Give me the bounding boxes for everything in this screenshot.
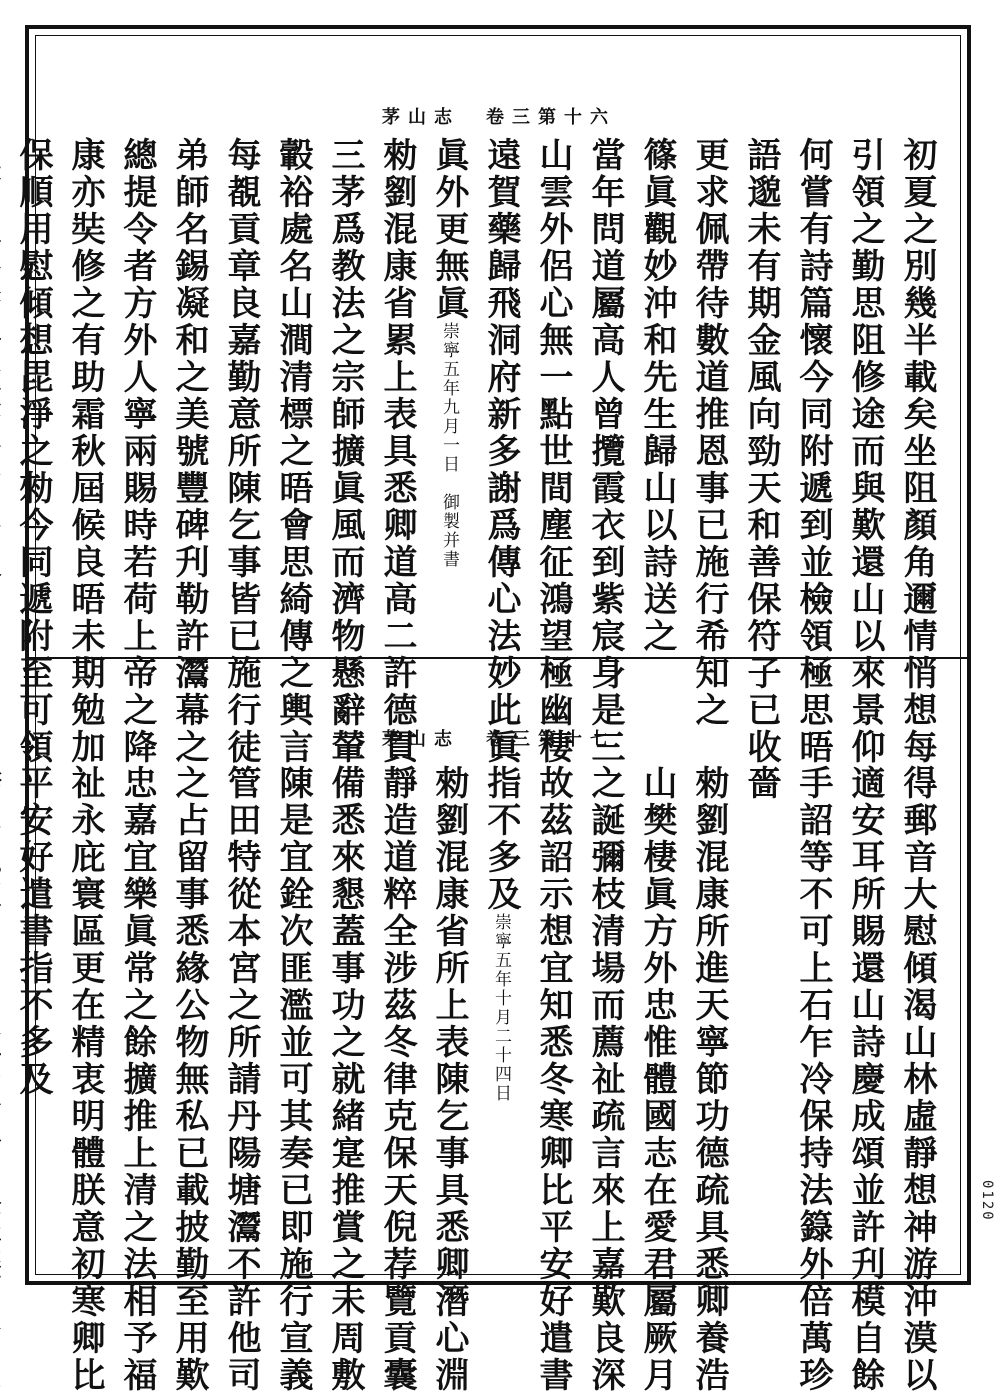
column-text: 勑劉混康所進天寧節功德疏具悉卿養浩 bbox=[689, 765, 729, 1394]
lower-leaf bbox=[13, 663, 963, 1394]
column-text: 何嘗有詩篇懷今同附遞到並檢領極思晤 bbox=[793, 137, 833, 766]
column-text: 總提令者方外人寧兩賜時若荷上帝之降 bbox=[117, 137, 157, 766]
leaf-heading: 茅山志 卷三第十六 bbox=[382, 107, 616, 128]
text-column bbox=[787, 137, 839, 766]
text-column bbox=[475, 765, 527, 1268]
column-text: 眞外更無眞 bbox=[429, 137, 469, 322]
column-text: 手詔等不可上石乍冷保持法籙外倍萬珍 bbox=[793, 765, 833, 1394]
text-column bbox=[215, 137, 267, 766]
text-column bbox=[579, 765, 631, 1394]
column-text: 適安耳所賜還山詩慶成頌並許刋模自餘 bbox=[845, 765, 885, 1394]
text-column bbox=[839, 137, 891, 766]
text-column bbox=[683, 765, 735, 1394]
text-column bbox=[527, 765, 579, 1394]
text-column bbox=[891, 137, 943, 766]
column-text: 初夏之別幾半載矣坐阻顏角邇情悄想每 bbox=[897, 137, 937, 766]
column-text: 引領之勤思阻修途而與歎還山以來景仰 bbox=[845, 137, 885, 766]
column-text: 山樊棲眞方外忠惟體國志在愛君屬厥月 bbox=[637, 765, 677, 1394]
column-text: 祉永庇寰區更在精衷明體朕意初寒卿比 bbox=[65, 765, 105, 1394]
column-note: 崇寧五年十月二十四日 bbox=[491, 913, 511, 1103]
text-column bbox=[423, 765, 475, 1394]
column-text: 之占留事悉緣公物無私已載披勤至用歎 bbox=[169, 765, 209, 1394]
text-column bbox=[527, 137, 579, 766]
column-text: 遠賀藥歸飛洞府新多謝爲傳心法妙此眞 bbox=[481, 137, 521, 766]
text-column bbox=[111, 137, 163, 766]
column-text: 當年問道屬高人曾攬霞衣到紫宸身是三 bbox=[585, 137, 625, 766]
column-text: 康亦奘修之有助霜秋屆候良晤未期勉加 bbox=[65, 137, 105, 766]
column-text: 管田特從本宮之所請丹陽塘灊不許他司 bbox=[221, 765, 261, 1394]
text-column bbox=[163, 137, 215, 766]
text-column bbox=[423, 137, 475, 643]
text-column bbox=[0, 765, 7, 1268]
page-number: 0120 bbox=[979, 1180, 995, 1222]
text-column bbox=[59, 137, 111, 766]
text-column bbox=[319, 137, 371, 766]
column-text: 轂裕處名山澗清標之晤會思綺傳之輿言 bbox=[273, 137, 313, 766]
text-column bbox=[0, 137, 7, 643]
column-text: 勑劉混康省所上表陳乞事具悉卿潛心淵 bbox=[429, 765, 469, 1394]
column-text bbox=[0, 765, 1, 1394]
column-text: 三茅爲教法之宗師擴眞風而濟物懸辭輦 bbox=[325, 137, 365, 766]
column-text: 篠眞觀妙沖和先生歸山以詩送之 bbox=[637, 137, 677, 655]
column-text: 備悉來懇蓋事功之就緒寔推賞之未周敷 bbox=[325, 765, 365, 1394]
text-column bbox=[7, 137, 59, 766]
text-column bbox=[787, 765, 839, 1394]
column-text: 嗇 bbox=[741, 765, 781, 802]
column-text: 故茲詔示想宜知悉冬寒卿比平安好遣書 bbox=[533, 765, 573, 1394]
text-column bbox=[267, 765, 319, 1394]
column-text: 更求佩帶待數道推恩事已施行希知之 bbox=[689, 137, 729, 729]
leaf-heading: 茅山志 卷三第十七 bbox=[382, 729, 616, 750]
column-text: 得郵音大慰傾渴山林虛靜想神游沖漠以 bbox=[897, 765, 937, 1394]
column-text: 指不多及 bbox=[481, 765, 521, 913]
column-text: 保順用慰傾想毘淨之勑今同遞附至可領 bbox=[13, 137, 53, 766]
column-text: 弟師名錫凝和之美號豐碑刋勒許灊幕之 bbox=[169, 137, 209, 766]
text-column bbox=[475, 137, 527, 766]
text-column bbox=[59, 765, 111, 1394]
text-column bbox=[215, 765, 267, 1394]
column-text: 陳是宜銓次匪濫並可其奏已即施行宣義 bbox=[273, 765, 313, 1394]
column-text: 之誕彌枝清場而薦祉疏言來上嘉歎良深 bbox=[585, 765, 625, 1394]
column-text: 每覩貢章良嘉勤意所陳乞事皆已施行徒 bbox=[221, 137, 261, 766]
text-column bbox=[319, 765, 371, 1394]
text-column bbox=[683, 137, 735, 729]
text-column bbox=[163, 765, 215, 1394]
text-column bbox=[631, 765, 683, 1394]
text-column bbox=[579, 137, 631, 766]
text-column bbox=[111, 765, 163, 1394]
column-text: 靜造道粹全涉茲冬律克保天倪荐覽貢囊 bbox=[377, 765, 417, 1394]
column-text: 山雲外侶心無一點世間塵征鴻望極幽棲 bbox=[533, 137, 573, 766]
text-column bbox=[371, 765, 423, 1394]
text-columns bbox=[13, 765, 963, 1394]
column-text: 忠嘉宜樂眞常之餘擴推上清之法相予福 bbox=[117, 765, 157, 1394]
text-column bbox=[371, 137, 423, 766]
text-column bbox=[7, 765, 59, 1268]
text-column bbox=[631, 137, 683, 655]
text-column bbox=[267, 137, 319, 766]
text-column bbox=[735, 137, 787, 766]
column-text: 平安好遣書指不多及 bbox=[13, 765, 53, 1098]
text-column bbox=[735, 765, 787, 1268]
column-text bbox=[0, 137, 1, 581]
column-note: 崇寧五年九月一日 御製并書 bbox=[439, 322, 459, 569]
text-column bbox=[839, 765, 891, 1394]
text-column bbox=[891, 765, 943, 1394]
column-text: 勑劉混康省累上表具悉卿道高二許德貫 bbox=[377, 137, 417, 766]
column-text: 語邈未有期金風向勁天和善保符子已收 bbox=[741, 137, 781, 766]
